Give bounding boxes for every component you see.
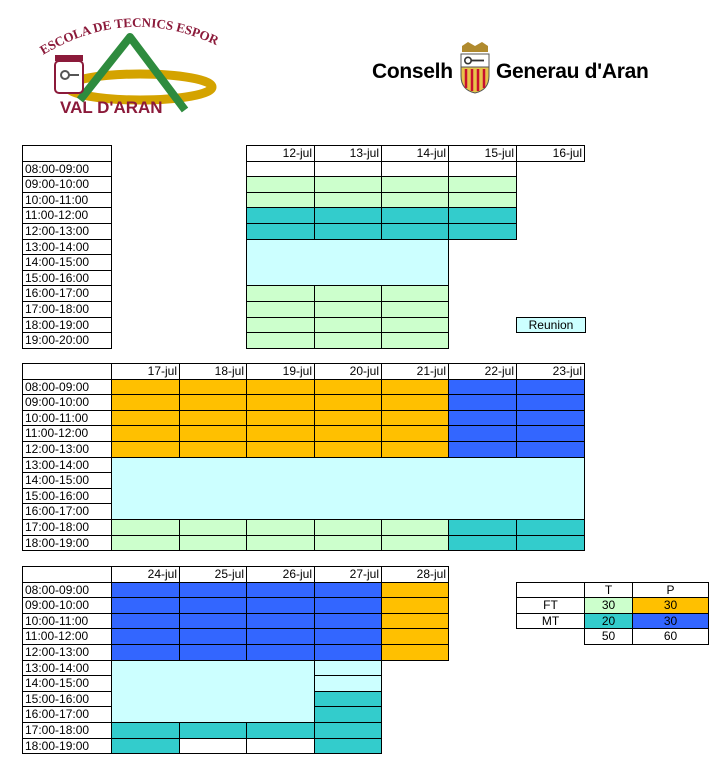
session-cell bbox=[111, 597, 180, 614]
time-slot: 08:00-09:00 bbox=[22, 161, 112, 178]
session-cell bbox=[314, 675, 382, 692]
time-slot: 10:00-11:00 bbox=[22, 192, 112, 209]
session-cell bbox=[111, 379, 180, 396]
session-cell bbox=[179, 644, 247, 661]
session-cell bbox=[314, 691, 382, 708]
date-header: 25-jul bbox=[179, 566, 247, 583]
session-cell bbox=[246, 722, 315, 739]
session-cell bbox=[448, 176, 517, 193]
date-header: 23-jul bbox=[516, 363, 585, 380]
council-logo-word2: Generau d'Aran bbox=[496, 60, 649, 83]
date-header: 24-jul bbox=[111, 566, 180, 583]
time-header-blank bbox=[22, 145, 112, 162]
date-header: 19-jul bbox=[246, 363, 315, 380]
summary-ft-t: 30 bbox=[584, 597, 633, 614]
date-header: 26-jul bbox=[246, 566, 315, 583]
time-slot: 14:00-15:00 bbox=[22, 254, 112, 271]
time-slot: 09:00-10:00 bbox=[22, 176, 112, 193]
session-cell bbox=[448, 192, 517, 209]
session-cell bbox=[179, 394, 247, 411]
session-cell bbox=[314, 176, 382, 193]
session-cell bbox=[246, 223, 315, 240]
session-cell bbox=[179, 628, 247, 645]
session-cell bbox=[314, 644, 382, 661]
session-cell bbox=[111, 644, 180, 661]
time-slot: 11:00-12:00 bbox=[22, 628, 112, 645]
time-slot: 09:00-10:00 bbox=[22, 597, 112, 614]
session-cell bbox=[381, 582, 449, 599]
time-slot: 12:00-13:00 bbox=[22, 441, 112, 458]
session-cell bbox=[314, 285, 382, 302]
session-cell bbox=[314, 317, 382, 334]
date-header: 16-jul bbox=[516, 145, 585, 162]
time-slot: 14:00-15:00 bbox=[22, 675, 112, 692]
council-logo-word1: Conselh bbox=[372, 60, 453, 83]
session-cell bbox=[111, 441, 180, 458]
session-cell bbox=[314, 519, 382, 536]
legend-reunion: Reunion bbox=[516, 317, 586, 334]
session-cell bbox=[246, 379, 315, 396]
session-cell bbox=[111, 628, 180, 645]
summary-total-p: 60 bbox=[632, 628, 709, 645]
coat-of-arms-icon bbox=[55, 55, 83, 93]
session-cell bbox=[381, 597, 449, 614]
session-cell bbox=[246, 535, 315, 552]
session-cell bbox=[381, 192, 449, 209]
time-header-blank bbox=[22, 363, 112, 380]
session-cell bbox=[111, 394, 180, 411]
session-cell bbox=[246, 628, 315, 645]
time-slot: 17:00-18:00 bbox=[22, 722, 112, 739]
session-cell bbox=[314, 332, 382, 349]
session-cell bbox=[314, 535, 382, 552]
time-slot: 13:00-14:00 bbox=[22, 457, 112, 474]
session-cell bbox=[381, 207, 449, 224]
session-cell bbox=[111, 722, 180, 739]
time-slot: 10:00-11:00 bbox=[22, 613, 112, 630]
session-cell bbox=[179, 722, 247, 739]
session-cell bbox=[246, 441, 315, 458]
time-slot: 19:00-20:00 bbox=[22, 332, 112, 349]
time-slot: 12:00-13:00 bbox=[22, 223, 112, 240]
date-header: 21-jul bbox=[381, 363, 449, 380]
session-cell bbox=[516, 379, 585, 396]
session-cell bbox=[381, 519, 449, 536]
session-cell bbox=[179, 519, 247, 536]
session-cell bbox=[516, 425, 585, 442]
time-slot: 09:00-10:00 bbox=[22, 394, 112, 411]
meeting-block bbox=[246, 239, 449, 287]
meeting-block bbox=[111, 457, 585, 520]
time-slot: 15:00-16:00 bbox=[22, 270, 112, 287]
session-cell bbox=[516, 535, 585, 552]
session-cell bbox=[179, 379, 247, 396]
session-cell bbox=[246, 332, 315, 349]
session-cell bbox=[179, 410, 247, 427]
session-cell bbox=[111, 425, 180, 442]
session-cell bbox=[381, 644, 449, 661]
time-slot: 08:00-09:00 bbox=[22, 379, 112, 396]
session-cell bbox=[448, 425, 517, 442]
date-header: 14-jul bbox=[381, 145, 449, 162]
session-cell bbox=[314, 441, 382, 458]
date-header: 15-jul bbox=[448, 145, 517, 162]
session-cell bbox=[111, 582, 180, 599]
session-cell bbox=[246, 410, 315, 427]
session-cell bbox=[111, 738, 180, 755]
session-cell bbox=[381, 441, 449, 458]
session-cell bbox=[381, 394, 449, 411]
date-header: 20-jul bbox=[314, 363, 382, 380]
time-slot: 15:00-16:00 bbox=[22, 488, 112, 505]
session-cell bbox=[179, 535, 247, 552]
time-slot: 12:00-13:00 bbox=[22, 644, 112, 661]
session-cell bbox=[246, 519, 315, 536]
summary-blank bbox=[516, 582, 585, 599]
session-cell bbox=[381, 379, 449, 396]
session-cell bbox=[381, 425, 449, 442]
session-cell bbox=[179, 425, 247, 442]
meeting-block bbox=[111, 660, 315, 723]
summary-mt-label: MT bbox=[516, 613, 585, 630]
summary-mt-p: 30 bbox=[632, 613, 709, 630]
time-slot: 16:00-17:00 bbox=[22, 503, 112, 520]
session-cell bbox=[448, 394, 517, 411]
time-slot: 11:00-12:00 bbox=[22, 425, 112, 442]
session-cell bbox=[381, 301, 449, 318]
session-cell bbox=[246, 285, 315, 302]
session-cell bbox=[314, 192, 382, 209]
time-slot: 10:00-11:00 bbox=[22, 410, 112, 427]
empty-cell bbox=[179, 738, 247, 755]
date-header: 12-jul bbox=[246, 145, 315, 162]
time-slot: 18:00-19:00 bbox=[22, 317, 112, 334]
session-cell bbox=[381, 535, 449, 552]
session-cell bbox=[111, 613, 180, 630]
summary-total-t: 50 bbox=[584, 628, 633, 645]
summary-ft-p: 30 bbox=[632, 597, 709, 614]
school-logo-name: VAL D'ARAN bbox=[60, 98, 163, 117]
session-cell bbox=[246, 425, 315, 442]
time-slot: 15:00-16:00 bbox=[22, 691, 112, 708]
session-cell bbox=[314, 223, 382, 240]
session-cell bbox=[314, 394, 382, 411]
date-header: 18-jul bbox=[179, 363, 247, 380]
session-cell bbox=[448, 410, 517, 427]
session-cell bbox=[246, 317, 315, 334]
session-cell bbox=[448, 207, 517, 224]
time-slot: 17:00-18:00 bbox=[22, 301, 112, 318]
session-cell bbox=[381, 176, 449, 193]
empty-cell bbox=[314, 161, 382, 178]
session-cell bbox=[314, 738, 382, 755]
summary-ft-label: FT bbox=[516, 597, 585, 614]
time-slot: 16:00-17:00 bbox=[22, 706, 112, 723]
empty-cell bbox=[246, 161, 315, 178]
time-slot: 14:00-15:00 bbox=[22, 472, 112, 489]
time-slot: 18:00-19:00 bbox=[22, 738, 112, 755]
session-cell bbox=[448, 223, 517, 240]
session-cell bbox=[111, 519, 180, 536]
school-logo-arc-text: ESCOLA DE TECNICS ESPOR bbox=[37, 15, 221, 58]
time-slot: 11:00-12:00 bbox=[22, 207, 112, 224]
session-cell bbox=[179, 582, 247, 599]
session-cell bbox=[516, 519, 585, 536]
session-cell bbox=[246, 192, 315, 209]
time-slot: 13:00-14:00 bbox=[22, 660, 112, 677]
session-cell bbox=[381, 613, 449, 630]
session-cell bbox=[314, 660, 382, 677]
summary-col-p: P bbox=[632, 582, 709, 599]
session-cell bbox=[246, 597, 315, 614]
council-logo bbox=[372, 40, 672, 95]
summary-col-t: T bbox=[584, 582, 633, 599]
session-cell bbox=[381, 285, 449, 302]
time-slot: 16:00-17:00 bbox=[22, 285, 112, 302]
session-cell bbox=[381, 628, 449, 645]
session-cell bbox=[314, 597, 382, 614]
session-cell bbox=[381, 332, 449, 349]
session-cell bbox=[516, 410, 585, 427]
session-cell bbox=[179, 613, 247, 630]
session-cell bbox=[381, 223, 449, 240]
date-header: 13-jul bbox=[314, 145, 382, 162]
empty-cell bbox=[381, 161, 449, 178]
date-header: 22-jul bbox=[448, 363, 517, 380]
session-cell bbox=[448, 535, 517, 552]
session-cell bbox=[448, 379, 517, 396]
session-cell bbox=[314, 613, 382, 630]
school-logo bbox=[35, 15, 225, 120]
session-cell bbox=[314, 722, 382, 739]
session-cell bbox=[246, 644, 315, 661]
session-cell bbox=[314, 706, 382, 723]
session-cell bbox=[381, 317, 449, 334]
time-slot: 17:00-18:00 bbox=[22, 519, 112, 536]
session-cell bbox=[111, 410, 180, 427]
date-header: 28-jul bbox=[381, 566, 449, 583]
session-cell bbox=[381, 410, 449, 427]
session-cell bbox=[448, 519, 517, 536]
empty-cell bbox=[246, 738, 315, 755]
session-cell bbox=[179, 441, 247, 458]
session-cell bbox=[448, 441, 517, 458]
session-cell bbox=[314, 410, 382, 427]
session-cell bbox=[246, 176, 315, 193]
session-cell bbox=[246, 301, 315, 318]
council-shield-icon bbox=[458, 42, 492, 94]
school-logo-graphic bbox=[35, 15, 225, 120]
session-cell bbox=[314, 425, 382, 442]
date-header: 17-jul bbox=[111, 363, 180, 380]
time-slot: 13:00-14:00 bbox=[22, 239, 112, 256]
session-cell bbox=[111, 535, 180, 552]
session-cell bbox=[179, 597, 247, 614]
session-cell bbox=[246, 613, 315, 630]
empty-cell bbox=[448, 161, 517, 178]
session-cell bbox=[246, 394, 315, 411]
date-header: 27-jul bbox=[314, 566, 382, 583]
session-cell bbox=[314, 582, 382, 599]
time-slot: 08:00-09:00 bbox=[22, 582, 112, 599]
session-cell bbox=[246, 582, 315, 599]
session-cell bbox=[516, 441, 585, 458]
session-cell bbox=[314, 207, 382, 224]
session-cell bbox=[516, 394, 585, 411]
summary-mt-t: 20 bbox=[584, 613, 633, 630]
session-cell bbox=[246, 207, 315, 224]
session-cell bbox=[314, 379, 382, 396]
time-slot: 18:00-19:00 bbox=[22, 535, 112, 552]
session-cell bbox=[314, 301, 382, 318]
time-header-blank bbox=[22, 566, 112, 583]
session-cell bbox=[314, 628, 382, 645]
